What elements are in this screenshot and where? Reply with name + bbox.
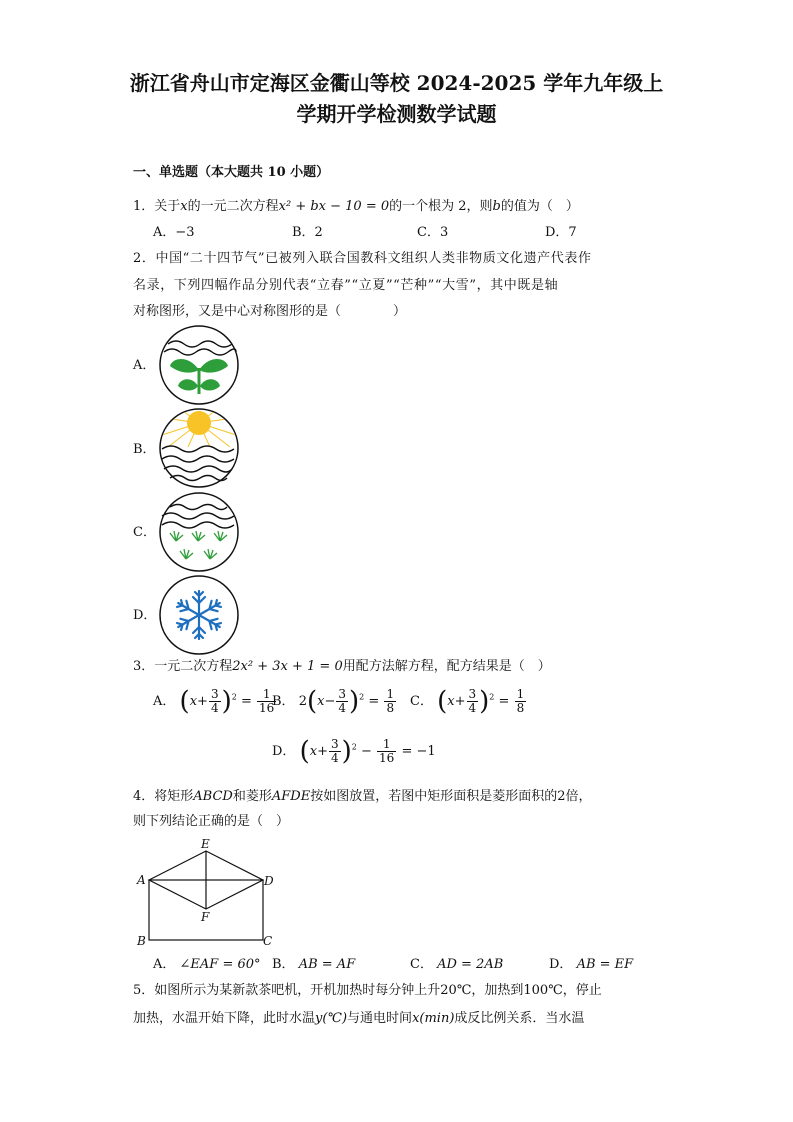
q2-option-b-label: B． [133, 442, 156, 457]
q1-option-c: C．3 [417, 225, 449, 240]
q4-option-c: C． AD = 2AB [410, 957, 504, 972]
q4-option-a: A． ∠EAF = 60° [153, 957, 261, 972]
q3-option-c: C． (x+ $\frac{3}{4}$ )$^2$ = $\frac{1}{8}$ [410, 686, 525, 717]
q4-option-d: D． AB = EF [549, 957, 634, 972]
page-title-line2: 学期开学检测数学试题 [296, 102, 497, 126]
point-a-label: A [137, 873, 146, 887]
question-2-line3: 对称图形，又是中心对称图形的是（ ） [133, 304, 407, 319]
question-5-line1: 5．如图所示为某新款茶吧机，开机加热时每分钟上升20℃，加热到100℃，停止 [133, 983, 602, 998]
daxue-snowflake-figure [158, 574, 240, 656]
page-title-line1: 浙江省舟山市定海区金衢山等校 2024-2025 学年九年级上 [129, 71, 664, 95]
question-2-line2: 名录，下列四幅作品分别代表“立春”“立夏”“芒种”“大雪”，其中既是轴 [133, 278, 559, 293]
question-4-line1: 4．将矩形ABCD和菱形AFDE按如图放置，若图中矩形面积是菱形面积的2倍， [133, 789, 592, 804]
lichun-sprout-figure [158, 324, 240, 406]
q3-option-a: A． (x+ $\frac{3}{4}$ )$^2$ = $\frac{1}{16}$ [153, 686, 275, 717]
section-heading: 一、单选题（本大题共 10 小题） [133, 165, 330, 180]
q1-option-a: A．−3 [153, 225, 195, 240]
q2-option-a-label: A． [133, 358, 156, 373]
q2-option-d-label: D． [133, 608, 157, 623]
point-c-label: C [263, 934, 273, 948]
question-1-stem: 1．关于x的一元二次方程x² + bx − 10 = 0的一个根为 2，则b的值为（ ） [133, 199, 579, 214]
q3-option-d: D． (x+ $\frac{3}{4}$ )$^2$ − $\frac{1}{16}$ = −1 [272, 736, 436, 767]
q3-option-b: B． 2(x− $\frac{3}{4}$ )$^2$ = $\frac{1}{8}$ [272, 686, 395, 717]
point-f-label: F [201, 910, 210, 924]
q1-option-d: D．7 [545, 225, 577, 240]
q2-option-c-label: C． [133, 525, 156, 540]
question-5-line2: 加热，水温开始下降，此时水温y(℃)与通电时间x(min)成反比例关系．当水温 [133, 1011, 585, 1026]
mangzhong-grass-figure [158, 491, 240, 573]
question-4-line2: 则下列结论正确的是（ ） [133, 814, 290, 829]
question-1-equation: x² + bx − 10 = 0 [278, 199, 390, 214]
question-3-stem: 3．一元二次方程2x² + 3x + 1 = 0用配方法解方程，配方结果是（ ） [133, 659, 551, 674]
lixia-sun-figure [158, 407, 240, 489]
point-b-label: B [137, 934, 146, 948]
q1-option-b: B．2 [292, 225, 323, 240]
rectangle-rhombus-figure [133, 835, 283, 950]
question-3-equation: 2x² + 3x + 1 = 0 [232, 659, 343, 674]
point-e-label: E [201, 837, 210, 851]
q4-option-b: B． AB = AF [272, 957, 356, 972]
question-2-line1: 2．中国“二十四节气”已被列入联合国教科文组织人类非物质文化遗产代表作 [133, 251, 592, 266]
point-d-label: D [264, 874, 274, 888]
